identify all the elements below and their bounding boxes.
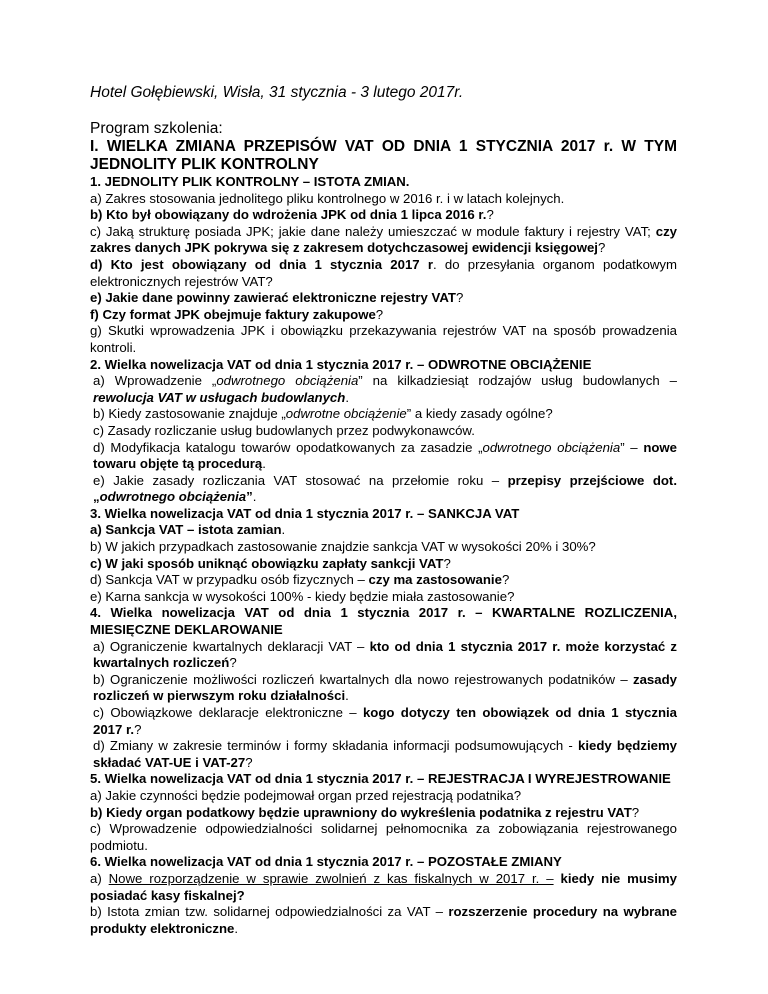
s3-item-b: b) W jakich przypadkach zastosowanie znajdzie sankcja VAT w wysokości 20% i 30%?	[90, 539, 596, 555]
s1-title: 1. JEDNOLITY PLIK KONTROLNY – ISTOTA ZMIAN.	[90, 174, 410, 189]
s2-title: 2. Wielka nowelizacja VAT od dnia 1 stycznia 2017 r. – ODWROTNE OBCIĄŻENIE	[90, 356, 592, 372]
s4-item-b: b) Ograniczenie możliwości rozliczeń kwartalnych dla nowo rejestrowanych podatników – zasady rozliczeń w pierwszym roku działalności.	[93, 671, 677, 704]
s1-item-e: e) Jakie dane powinny zawierać elektroniczne rejestry VAT?	[90, 290, 464, 306]
s1-item-d: d) Kto jest obowiązany od dnia 1 stycznia 2017 r. do przesyłania organom podatkowym elektronicznych rejestrów VAT?	[90, 256, 678, 289]
s1-item-b: b) Kto był obowiązany do wdrożenia JPK od dnia 1 lipca 2016 r.?	[90, 207, 494, 223]
s1-item-g: g) Skutki wprowadzenia JPK i obowiązku przekazywania rejestrów VAT na sposób prowadzenia kontroli.	[90, 323, 677, 355]
program-label: Program szkolenia:	[90, 120, 223, 137]
program-content	[90, 120, 677, 937]
s4-item-d: d) Zmiany w zakresie terminów i formy składania informacji podsumowujących - kiedy będziemy składać VAT-UE i VAT-27?	[93, 738, 678, 770]
s6-item-b: b) Istota zmian tzw. solidarnej odpowiedzialności za VAT – rozszerzenie procedury na wybrane produkty elektroniczne.	[90, 904, 677, 936]
s3-item-d: d) Sankcja VAT w przypadku osób fizycznych – czy ma zastosowanie?	[90, 572, 510, 588]
s4-item-a: a) Ograniczenie kwartalnych deklaracji VAT – kto od dnia 1 stycznia 2017 r. może korzystać z kwartalnych rozliczeń?	[93, 638, 678, 671]
s5-item-a: a) Jakie czynności będzie podejmował organ przed rejestracją podatnika?	[90, 787, 522, 803]
s3-item-e: e) Karna sankcja w wysokości 100% - kiedy będzie miała zastosowanie?	[90, 588, 515, 604]
s5-item-c: c) Wprowadzenie odpowiedzialności solidarnej pełnomocnika za zobowiązania rejestrowanego podmiotu.	[90, 821, 677, 853]
s4-title: 4. Wielka nowelizacja VAT od dnia 1 stycznia 2017 r. – KWARTALNE ROZLICZENIA, MIESIĘCZNE DEKLAROWANIE	[90, 605, 677, 638]
s2-item-a: a) Wprowadzenie „odwrotnego obciążenia” na kilkadziesiąt rodzajów usług budowlanych – rewolucja VAT w usługach budowlanych.	[93, 373, 678, 405]
s2-item-c: c) Zasady rozliczanie usług budowlanych przez podwykonawców.	[93, 422, 475, 438]
s5-title: 5. Wielka nowelizacja VAT od dnia 1 stycznia 2017 r. – REJESTRACJA I WYREJESTROWANIE	[90, 771, 671, 787]
event-header: Hotel Gołębiewski, Wisła, 31 stycznia - 3 lutego 2017r.	[90, 84, 464, 101]
s6-item-a: a) Nowe rozporządzenie w sprawie zwolnień z kas fiskalnych w 2017 r. – kiedy nie musimy posiadać kasy fiskalnej?	[90, 870, 677, 903]
s1-item-a: a) Zakres stosowania jednolitego pliku kontrolnego w 2016 r. i w latach kolejnych.	[90, 190, 565, 206]
s2-item-d: d) Modyfikacja katalogu towarów opodatkowanych za zasadzie „odwrotnego obciążenia” – nowe towaru objęte tą procedurą.	[93, 439, 678, 472]
s2-item-b: b) Kiedy zastosowanie znajduje „odwrotne obciążenie” a kiedy zasady ogólne?	[93, 406, 553, 422]
s3-item-a: a) Sankcja VAT – istota zamian.	[90, 522, 286, 538]
s3-title: 3. Wielka nowelizacja VAT od dnia 1 stycznia 2017 r. – SANKCJA VAT	[90, 505, 520, 521]
section-title: I. WIELKA ZMIANA PRZEPISÓW VAT OD DNIA 1 STYCZNIA 2017 r. W TYM JEDNOLITY PLIK KONTROLNY	[90, 138, 677, 173]
s6-title: 6. Wielka nowelizacja VAT od dnia 1 stycznia 2017 r. – POZOSTAŁE ZMIANY	[90, 854, 562, 870]
s4-item-c: c) Obowiązkowe deklaracje elektroniczne – kogo dotyczy ten obowiązek od dnia 1 stycznia 2017 r.?	[93, 705, 677, 737]
s1-item-f: f) Czy format JPK obejmuje faktury zakupowe?	[90, 306, 384, 322]
s3-item-c: c) W jaki sposób uniknąć obowiązku zapłaty sankcji VAT?	[90, 555, 451, 571]
s5-item-b: b) Kiedy organ podatkowy będzie uprawniony do wykreślenia podatnika z rejestru VAT?	[90, 804, 640, 820]
s2-item-e: e) Jakie zasady rozliczania VAT stosować na przełomie roku – przepisy przejściowe dot. „odwrotnego obciążenia”.	[93, 472, 677, 505]
s1-item-c: c) Jaką strukturę posiada JPK; jakie dane należy umieszczać w module faktury i rejestry VAT; czy zakres danych JPK pokrywa się z zakresem dotychczasowej ewidencji księgowej?	[90, 223, 677, 256]
